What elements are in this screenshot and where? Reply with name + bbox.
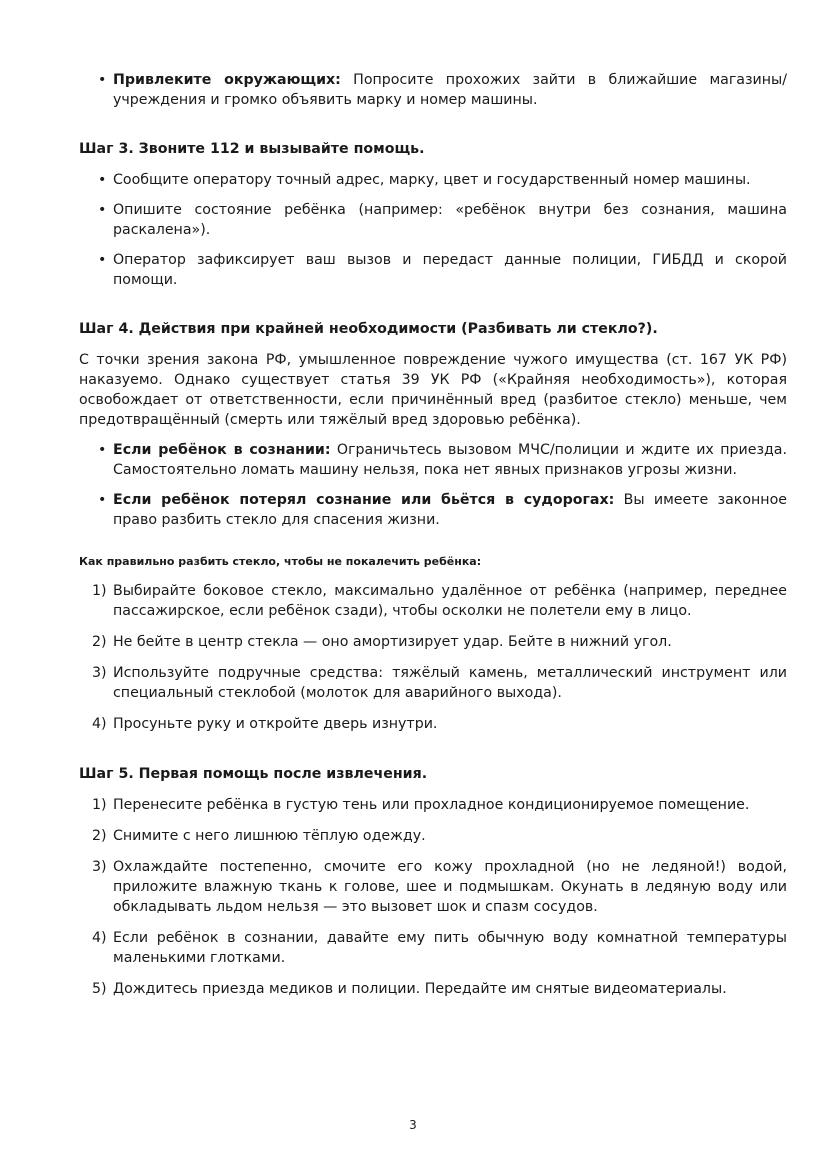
bullet-text: Ограничьтесь вызовом МЧС/полиции и ждите их приезда. Самостоятельно ломать машину нельзя, пока нет явных признаков угрозы жизни.: [113, 442, 787, 478]
step3-bullet-list: [79, 170, 787, 290]
step5-heading: Шаг 5. Первая помощь после извлечения.: [79, 766, 428, 782]
list-item: [113, 440, 787, 480]
step-text: Выбирайте боковое стекло, максимально удалённое от ребёнка (например, переднее пассажирское, если ребёнок сзади), чтобы осколки не полетели ему в лицо.: [113, 583, 787, 619]
step-number: 3): [92, 665, 107, 681]
step-text: Используйте подручные средства: тяжёлый камень, металлический инструмент или специальный стеклобой (молоток для аварийного выхода).: [113, 665, 787, 701]
step-number: 3): [92, 859, 107, 875]
list-item: • Сообщите оператору точный адрес, марку, цвет и государственный номер машины.: [113, 170, 787, 190]
step-number: 4): [92, 930, 107, 946]
list-item: • Опишите состояние ребёнка (например: «ребёнок внутри без сознания, машина раскалена»).: [113, 200, 787, 240]
step-text: Не бейте в центр стекла — оно амортизирует удар. Бейте в нижний угол.: [113, 634, 672, 650]
step-text: Просуньте руку и откройте дверь изнутри.: [113, 716, 438, 732]
bullet-bold-lead: Привлеките окружающих:: [113, 72, 341, 88]
list-item: [92, 632, 787, 652]
step-text: Перенесите ребёнка в густую тень или прохладное кондиционируемое помещение.: [113, 797, 750, 813]
document-page: [79, 70, 787, 1010]
step4-heading: Шаг 4. Действия при крайней необходимости (Разбивать ли стекло?).: [79, 321, 658, 337]
list-item: [92, 714, 787, 734]
list-item: [113, 70, 787, 110]
list-item: [92, 979, 787, 999]
step-number: 2): [92, 634, 107, 650]
step-number: 5): [92, 981, 107, 997]
step-number: 4): [92, 716, 107, 732]
list-item: [92, 857, 787, 917]
glass-subheading: Как правильно разбить стекло, чтобы не покалечить ребёнка:: [79, 555, 482, 568]
list-item: • Оператор зафиксирует ваш вызов и передаст данные полиции, ГИБДД и скорой помощи.: [113, 250, 787, 290]
list-item: [113, 490, 787, 530]
glass-steps-list: [79, 581, 787, 734]
step4-paragraph: С точки зрения закона РФ, умышленное повреждение чужого имущества (ст. 167 УК РФ) наказуемо. Однако существует статья 39 УК РФ («Крайняя необходимость»), которая освобождает от ответственности, если причинённый вред (разбитое стекло) меньше, чем предотвращённый (смерть или тяжёлый вред здоровью ребёнка).: [79, 352, 787, 428]
page-number: 3: [409, 1118, 417, 1132]
list-item: [92, 928, 787, 968]
list-item: [92, 663, 787, 703]
list-item: [92, 826, 787, 846]
step3-heading: Шаг 3. Звоните 112 и вызывайте помощь.: [79, 141, 425, 157]
step-text: Снимите с него лишнюю тёплую одежду.: [113, 828, 426, 844]
bullet-bold-lead: Если ребёнок потерял сознание или бьётся в судорогах:: [113, 492, 615, 508]
step-text: Если ребёнок в сознании, давайте ему пить обычную воду комнатной температуры маленькими глотками.: [113, 930, 787, 966]
list-item: [92, 581, 787, 621]
step4-bullet-list: [79, 440, 787, 530]
step-number: 1): [92, 583, 107, 599]
step5-steps-list: [79, 795, 787, 999]
bullet-bold-lead: Если ребёнок в сознании:: [113, 442, 331, 458]
step-number: 2): [92, 828, 107, 844]
step-text: Дождитесь приезда медиков и полиции. Передайте им снятые видеоматериалы.: [113, 981, 727, 997]
bullet-text: Попросите прохожих зайти в ближайшие магазины/учреждения и громко объявить марку и номер машины.: [113, 72, 788, 108]
intro-bullet-list: [79, 70, 787, 110]
list-item: [92, 795, 787, 815]
step-number: 1): [92, 797, 107, 813]
bullet-text: Вы имеете законное право разбить стекло для спасения жизни.: [113, 492, 787, 528]
step-text: Охлаждайте постепенно, смочите его кожу прохладной (но не ледяной!) водой, приложите влажную ткань к голове, шее и подмышкам. Окунать в ледяную воду или обкладывать льдом нельзя — это вызовет шок и спазм сосудов.: [113, 859, 787, 915]
